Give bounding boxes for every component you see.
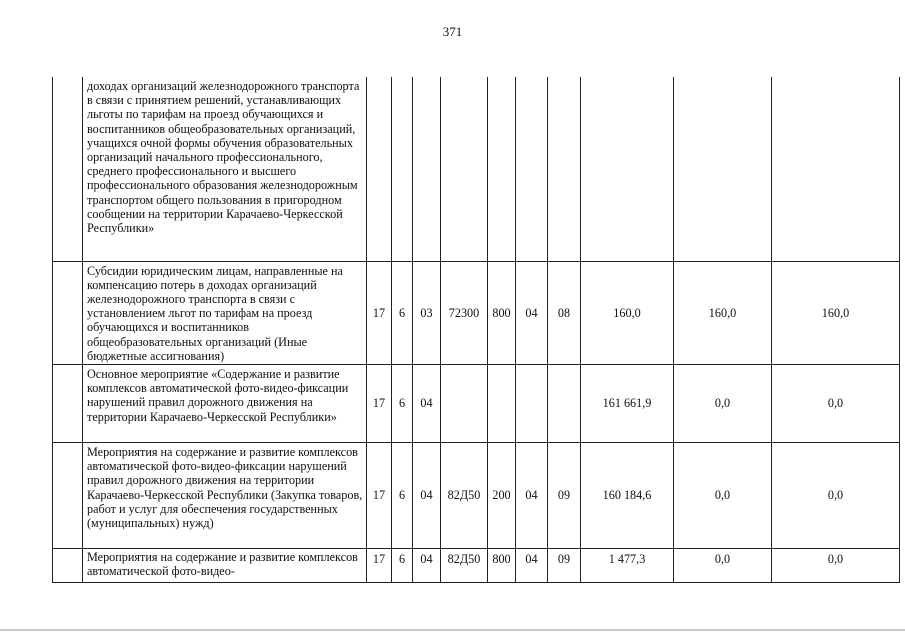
cell-code-2 [392,77,413,261]
cell-code-1: 17 [367,364,392,442]
cell-code-7 [548,364,581,442]
cell-code-6: 04 [516,548,548,582]
cell-amount-1 [581,77,674,261]
cell-code-7 [548,77,581,261]
cell-amount-2: 0,0 [674,364,772,442]
cell-code-2: 6 [392,442,413,548]
row-margin-cell [53,548,83,582]
cell-code-7: 08 [548,261,581,364]
cell-code-3 [413,77,441,261]
cell-code-1 [367,77,392,261]
cell-amount-1: 160 184,6 [581,442,674,548]
budget-table [52,77,900,583]
cell-code-2: 6 [392,364,413,442]
cell-amount-2: 160,0 [674,261,772,364]
table-row [53,442,900,548]
cell-amount-3: 0,0 [772,364,900,442]
table-row [53,261,900,364]
row-description: Мероприятия на содержание и развитие комплексов автоматической фото-видео-фиксации нарушений правил дорожного движения на территории Карачаево-Черкесской Республики (Закупка товаров, работ и услуг для обеспечения государственных (муниципальных) нужд) [83,442,367,548]
cell-amount-3: 0,0 [772,442,900,548]
cell-amount-3: 160,0 [772,261,900,364]
cell-code-2: 6 [392,261,413,364]
table-row [53,548,900,582]
cell-code-7: 09 [548,442,581,548]
row-description: Субсидии юридическим лицам, направленные на компенсацию потерь в доходах организаций железнодорожного транспорта в связи с установлением льгот по тарифам на проезд обучающихся и воспитанников общеобразовательных организаций (Иные бюджетные ассигнования) [83,261,367,364]
table-row [53,364,900,442]
cell-code-3: 04 [413,442,441,548]
cell-amount-1: 1 477,3 [581,548,674,582]
cell-amount-2: 0,0 [674,442,772,548]
page-number: 371 [442,24,463,39]
table-row [53,77,900,261]
cell-code-1: 17 [367,548,392,582]
cell-code-3: 04 [413,364,441,442]
cell-code-5: 800 [488,548,516,582]
cell-amount-2: 0,0 [674,548,772,582]
cell-code-1: 17 [367,442,392,548]
cell-amount-3: 0,0 [772,548,900,582]
cell-code-1: 17 [367,261,392,364]
cell-code-2: 6 [392,548,413,582]
cell-amount-1: 161 661,9 [581,364,674,442]
cell-code-4: 82Д50 [441,548,488,582]
row-margin-cell [53,77,83,261]
cell-code-3: 04 [413,548,441,582]
row-description: Основное мероприятие «Содержание и развитие комплексов автоматической фото-видео-фиксации нарушений правил дорожного движения на территории Карачаево-Черкесской Республики» [83,364,367,442]
row-margin-cell [53,364,83,442]
row-margin-cell [53,442,83,548]
cell-code-4 [441,77,488,261]
cell-code-6 [516,364,548,442]
cell-code-6: 04 [516,261,548,364]
cell-code-4 [441,364,488,442]
cell-code-4: 82Д50 [441,442,488,548]
cell-code-4: 72300 [441,261,488,364]
cell-amount-2 [674,77,772,261]
cell-code-5 [488,364,516,442]
cell-code-5: 200 [488,442,516,548]
cell-code-5 [488,77,516,261]
cell-code-7: 09 [548,548,581,582]
row-description: Мероприятия на содержание и развитие комплексов автоматической фото-видео- [83,548,367,582]
cell-amount-3 [772,77,900,261]
cell-code-5: 800 [488,261,516,364]
cell-code-6: 04 [516,442,548,548]
row-description: доходах организаций железнодорожного транспорта в связи с принятием решений, устанавливающих льготы по тарифам на проезд обучающихся и воспитанников общеобразовательных организаций, учащихся очной формы обучения образовательных организаций начального профессионального, среднего профессионального и высшего профессионального образования железнодорожным транспортом общего пользования в пригородном сообщении на территории Карачаево-Черкесской Республики» [83,77,367,261]
row-margin-cell [53,261,83,364]
scan-edge-line [0,629,905,631]
cell-code-6 [516,77,548,261]
cell-code-3: 03 [413,261,441,364]
cell-amount-1: 160,0 [581,261,674,364]
